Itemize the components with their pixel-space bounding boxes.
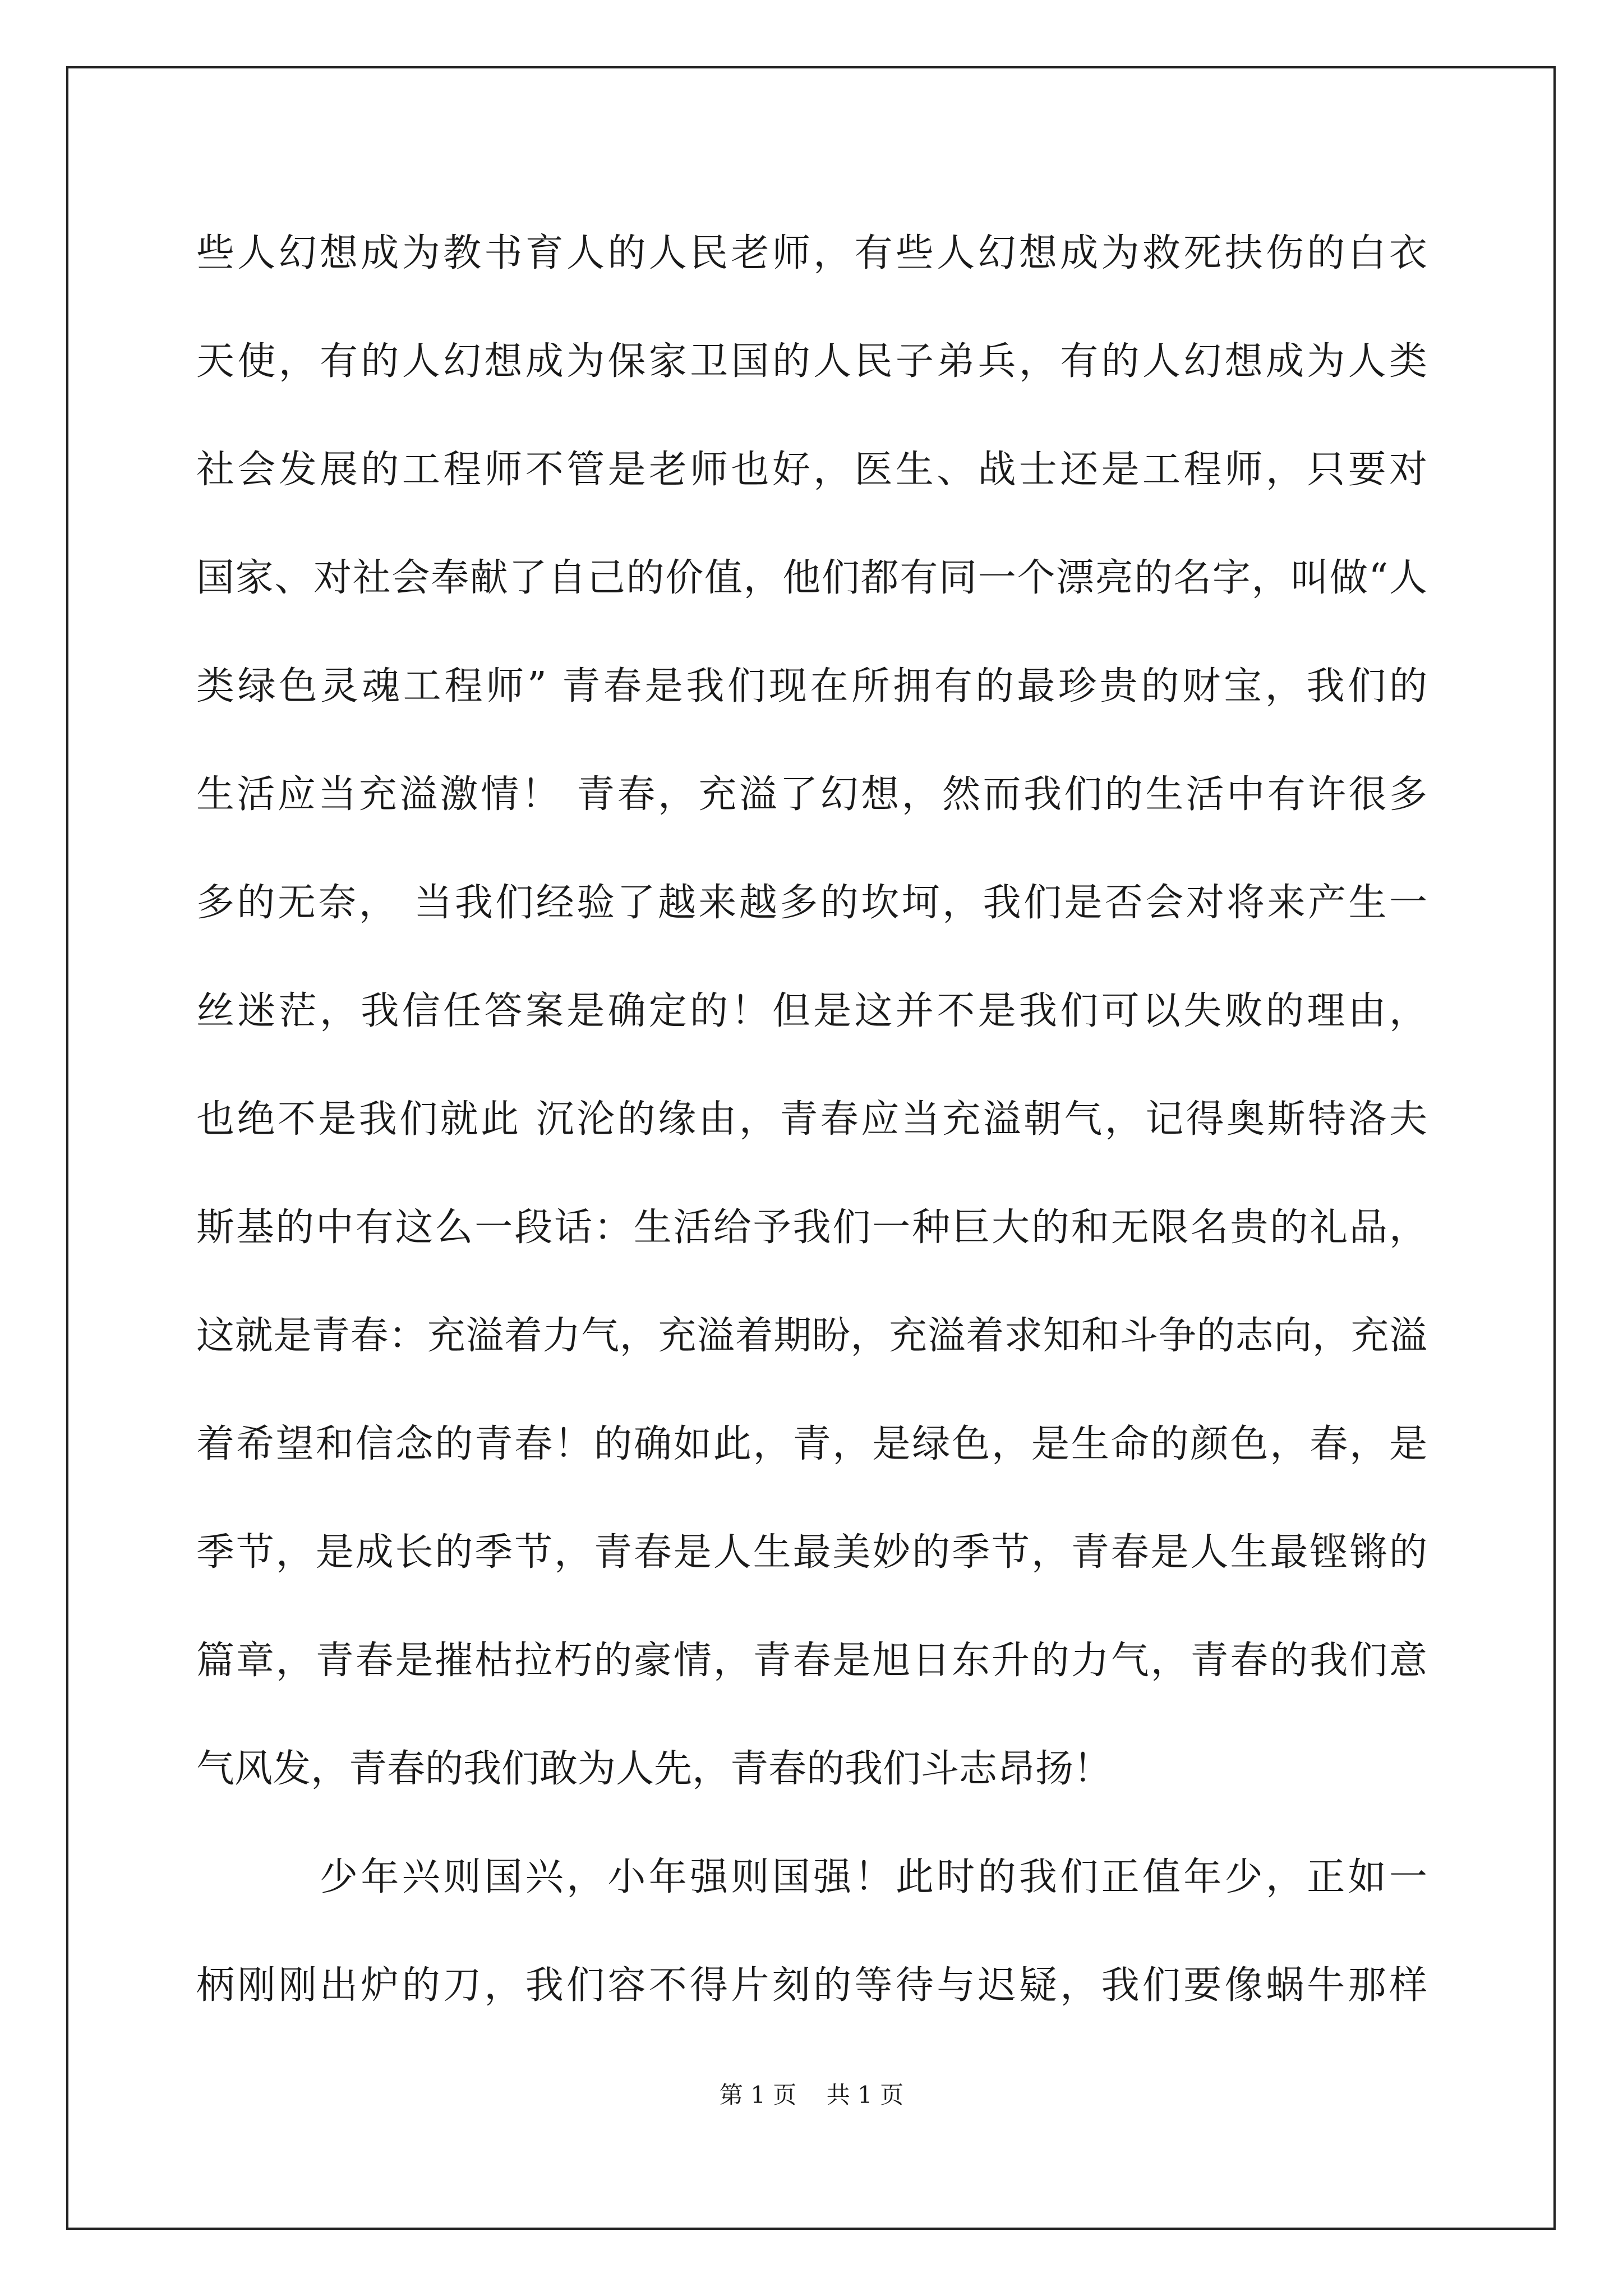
paragraph-1-line-2: 天使，有的人幻想成为保家卫国的人民子弟兵，有的人幻想成为人类 <box>196 339 1427 384</box>
paragraph-1-line-15: 气风发，青春的我们敢为人先，青春的我们斗志昂扬！ <box>196 1747 1112 1791</box>
paragraph-1-line-7: 多的无奈， 当我们经验了越来越多的坎坷，我们是否会对将来产生一 <box>196 881 1427 925</box>
paragraph-1-line-12: 着希望和信念的青春！的确如此，青，是绿色，是生命的颜色，春，是 <box>196 1422 1427 1466</box>
paragraph-2-line-2: 柄刚刚出炉的刀，我们容不得片刻的等待与迟疑，我们要像蜗牛那样 <box>196 1963 1427 2008</box>
paragraph-1-line-11: 这就是青春：充溢着力气，充溢着期盼，充溢着求知和斗争的志向，充溢 <box>196 1314 1427 1358</box>
document-body <box>196 199 1427 2040</box>
paragraph-1-line-13: 季节，是成长的季节，青春是人生最美妙的季节，青春是人生最铿锵的 <box>196 1530 1427 1575</box>
paragraph-1-line-14: 篇章，青春是摧枯拉朽的豪情，青春是旭日东升的力气，青春的我们意 <box>196 1639 1427 1683</box>
paragraph-1-line-10: 斯基的中有这么一段话：生活给予我们一种巨大的和无限名贵的礼品， <box>196 1205 1427 1250</box>
paragraph-1-line-4: 国家、对社会奉献了自己的价值，他们都有同一个漂亮的名字，叫做“人 <box>196 556 1427 600</box>
paragraph-1-line-5: 类绿色灵魂工程师” 青春是我们现在所拥有的最珍贵的财宝，我们的 <box>196 664 1427 708</box>
paragraph-1-line-1: 些人幻想成为教书育人的人民老师，有些人幻想成为救死扶伤的白衣 <box>196 231 1427 275</box>
paragraph-2-line-1: 少年兴则国兴，小年强则国强！此时的我们正值年少，正如一 <box>320 1855 1427 1899</box>
paragraph-1-line-9: 也绝不是我们就此 沉沦的缘由，青春应当充溢朝气，记得奥斯特洛夫 <box>196 1097 1427 1142</box>
paragraph-1-line-3: 社会发展的工程师不管是老师也好，医生、战士还是工程师，只要对 <box>196 448 1427 492</box>
page-number-footer: 第 1 页 共 1 页 <box>719 2081 904 2109</box>
paragraph-1-line-8: 丝迷茫，我信任答案是确定的！但是这并不是我们可以失败的理由， <box>196 989 1427 1033</box>
paragraph-1-line-6: 生活应当充溢激情！ 青春，充溢了幻想，然而我们的生活中有许很多 <box>196 772 1427 817</box>
